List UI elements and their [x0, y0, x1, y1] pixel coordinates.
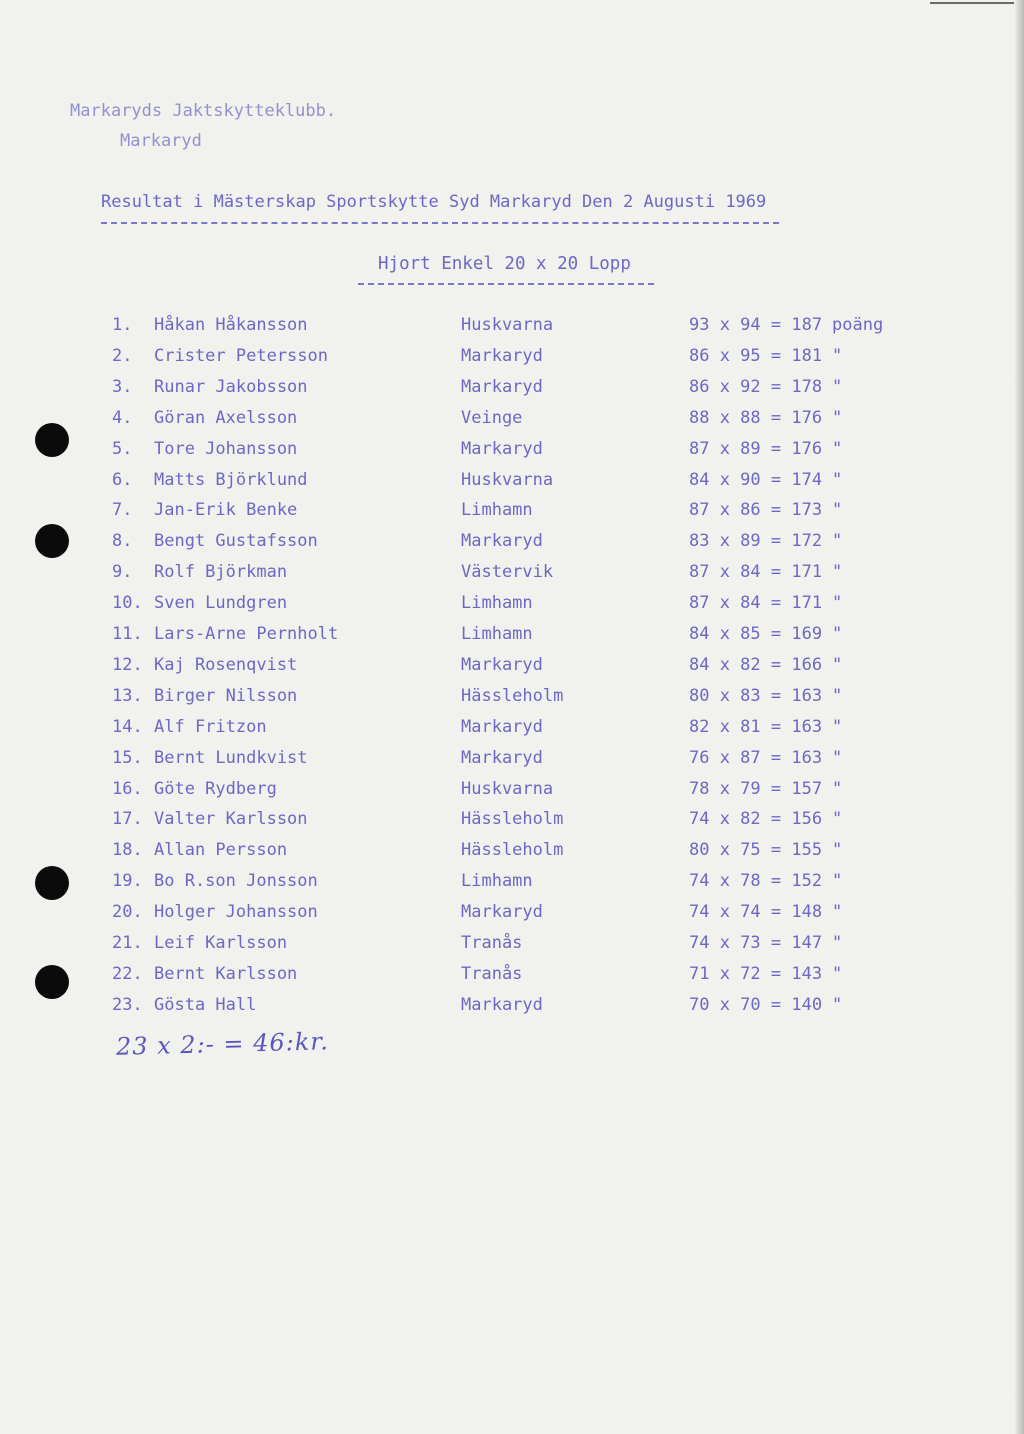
result-place: 9.: [112, 562, 133, 583]
result-name: Rolf Björkman: [154, 562, 288, 583]
result-name: Holger Johansson: [154, 902, 318, 923]
result-score: 83 x 89 = 172: [689, 531, 823, 552]
result-club: Hässleholm: [461, 809, 564, 830]
result-place: 5.: [112, 438, 133, 459]
result-name: Valter Karlsson: [154, 809, 308, 830]
result-row: [0, 928, 1014, 958]
result-score: 78 x 79 = 157: [689, 778, 823, 799]
result-club: Hässleholm: [461, 685, 564, 706]
result-club: Markaryd: [461, 345, 543, 366]
result-club: Västervik: [461, 562, 554, 583]
result-row: [0, 557, 1014, 587]
result-name: Bo R.son Jonsson: [154, 871, 318, 892]
result-name: Crister Petersson: [154, 345, 328, 366]
result-place: 23.: [112, 994, 143, 1015]
result-place: 2.: [112, 345, 133, 366]
result-club: Huskvarna: [461, 778, 554, 799]
result-score: 87 x 89 = 176: [689, 438, 823, 459]
result-club: Markaryd: [461, 747, 543, 768]
result-unit: ": [832, 469, 843, 490]
result-unit: ": [832, 809, 843, 830]
result-score: 74 x 73 = 147: [689, 933, 823, 953]
club-location: Markaryd: [120, 131, 202, 151]
result-row: [0, 619, 1014, 649]
page-edge-top: [930, 2, 1024, 4]
result-place: 11.: [112, 624, 143, 644]
handwritten-note: 23 x 2:- = 46:kr.: [115, 1027, 330, 1061]
result-club: Limhamn: [461, 500, 533, 521]
result-name: Gösta Hall: [154, 994, 257, 1015]
result-place: 10.: [112, 593, 143, 614]
result-row: [0, 681, 1014, 711]
result-name: Runar Jakobsson: [154, 376, 308, 397]
result-place: 16.: [112, 778, 143, 799]
result-club: Veinge: [461, 407, 523, 428]
result-club: Markaryd: [461, 994, 543, 1015]
heading-underline: [101, 222, 779, 224]
result-row: [0, 372, 1014, 402]
result-score: 87 x 86 = 173: [689, 500, 823, 521]
result-club: Markaryd: [461, 531, 543, 552]
result-score: 87 x 84 = 171: [689, 562, 823, 583]
result-place: 13.: [112, 685, 143, 706]
result-name: Jan-Erik Benke: [154, 500, 298, 521]
result-score: 88 x 88 = 176: [689, 407, 823, 428]
result-unit: ": [832, 624, 843, 644]
result-place: 4.: [112, 407, 133, 428]
result-club: Markaryd: [461, 654, 543, 675]
result-unit: ": [832, 593, 843, 614]
result-unit: ": [832, 716, 843, 737]
result-place: 6.: [112, 469, 133, 490]
result-row: [0, 588, 1014, 618]
result-name: Allan Persson: [154, 840, 288, 861]
result-row: [0, 465, 1014, 495]
result-place: 12.: [112, 654, 143, 675]
result-unit: ": [832, 778, 843, 799]
result-name: Bengt Gustafsson: [154, 531, 318, 552]
result-club: Huskvarna: [461, 469, 554, 490]
result-club: Limhamn: [461, 593, 533, 614]
result-name: Leif Karlsson: [154, 933, 288, 953]
result-row: [0, 743, 1014, 773]
result-score: 86 x 92 = 178: [689, 376, 823, 397]
result-place: 8.: [112, 531, 133, 552]
result-row: [0, 526, 1014, 556]
result-club: Limhamn: [461, 624, 533, 644]
result-score: 87 x 84 = 171: [689, 593, 823, 614]
result-name: Håkan Håkansson: [154, 315, 308, 335]
result-score: 70 x 70 = 140: [689, 994, 823, 1015]
result-club: Limhamn: [461, 871, 533, 892]
result-score: 82 x 81 = 163: [689, 716, 823, 737]
result-name: Alf Fritzon: [154, 716, 267, 737]
result-place: 17.: [112, 809, 143, 830]
result-score: 84 x 90 = 174: [689, 469, 823, 490]
result-unit: ": [832, 500, 843, 521]
result-unit: ": [832, 345, 843, 366]
result-unit: ": [832, 685, 843, 706]
result-score: 71 x 72 = 143: [689, 963, 823, 984]
result-score: 74 x 82 = 156: [689, 809, 823, 830]
result-score: 84 x 82 = 166: [689, 654, 823, 675]
result-row: [0, 712, 1014, 742]
results-list: [0, 310, 1014, 1015]
result-place: 15.: [112, 747, 143, 768]
result-name: Göran Axelsson: [154, 407, 298, 428]
result-row: [0, 897, 1014, 927]
result-row: [0, 403, 1014, 433]
result-place: 3.: [112, 376, 133, 397]
result-unit: ": [832, 902, 843, 923]
result-score: 74 x 74 = 148: [689, 902, 823, 923]
result-unit: ": [832, 933, 843, 953]
result-place: 18.: [112, 840, 143, 861]
result-club: Markaryd: [461, 438, 543, 459]
result-score: 84 x 85 = 169: [689, 624, 823, 644]
result-score: 74 x 78 = 152: [689, 871, 823, 892]
result-name: Göte Rydberg: [154, 778, 277, 799]
club-name: Markaryds Jaktskytteklubb.: [70, 101, 337, 121]
result-place: 1.: [112, 315, 133, 335]
result-unit: ": [832, 562, 843, 583]
result-unit: ": [832, 747, 843, 768]
result-name: Birger Nilsson: [154, 685, 298, 706]
result-name: Tore Johansson: [154, 438, 298, 459]
result-name: Kaj Rosenqvist: [154, 654, 298, 675]
result-unit: ": [832, 531, 843, 552]
event-underline: [358, 283, 654, 285]
event-title: Hjort Enkel 20 x 20 Lopp: [378, 254, 631, 274]
page-edge-right: [1014, 0, 1024, 1434]
result-score: 80 x 75 = 155: [689, 840, 823, 861]
result-unit: ": [832, 963, 843, 984]
result-club: Tranås: [461, 963, 523, 984]
result-row: [0, 310, 1014, 340]
result-row: [0, 959, 1014, 989]
result-row: [0, 774, 1014, 804]
result-name: Bernt Lundkvist: [154, 747, 308, 768]
result-score: 76 x 87 = 163: [689, 747, 823, 768]
result-club: Huskvarna: [461, 315, 554, 335]
result-place: 14.: [112, 716, 143, 737]
result-score: 93 x 94 = 187: [689, 315, 823, 335]
result-unit: ": [832, 438, 843, 459]
result-unit: ": [832, 407, 843, 428]
result-name: Sven Lundgren: [154, 593, 288, 614]
result-unit: ": [832, 871, 843, 892]
result-club: Markaryd: [461, 376, 543, 397]
result-club: Markaryd: [461, 902, 543, 923]
result-club: Tranås: [461, 933, 523, 953]
document-heading: Resultat i Mästerskap Sportskytte Syd Markaryd Den 2 Augusti 1969: [101, 192, 767, 212]
result-row: [0, 866, 1014, 896]
result-row: [0, 434, 1014, 464]
result-row: [0, 804, 1014, 834]
result-unit: ": [832, 840, 843, 861]
result-name: Bernt Karlsson: [154, 963, 298, 984]
result-place: 20.: [112, 902, 143, 923]
result-unit: ": [832, 376, 843, 397]
result-row: [0, 495, 1014, 525]
result-place: 22.: [112, 963, 143, 984]
result-row: [0, 835, 1014, 865]
result-row: [0, 650, 1014, 680]
result-row: [0, 990, 1014, 1020]
result-place: 21.: [112, 933, 143, 953]
result-name: Matts Björklund: [154, 469, 308, 490]
result-row: [0, 341, 1014, 371]
result-name: Lars-Arne Pernholt: [154, 624, 339, 644]
result-unit: ": [832, 994, 843, 1015]
result-club: Markaryd: [461, 716, 543, 737]
result-unit: poäng: [832, 315, 884, 335]
result-place: 7.: [112, 500, 133, 521]
result-club: Hässleholm: [461, 840, 564, 861]
result-score: 80 x 83 = 163: [689, 685, 823, 706]
result-place: 19.: [112, 871, 143, 892]
result-score: 86 x 95 = 181: [689, 345, 823, 366]
result-unit: ": [832, 654, 843, 675]
